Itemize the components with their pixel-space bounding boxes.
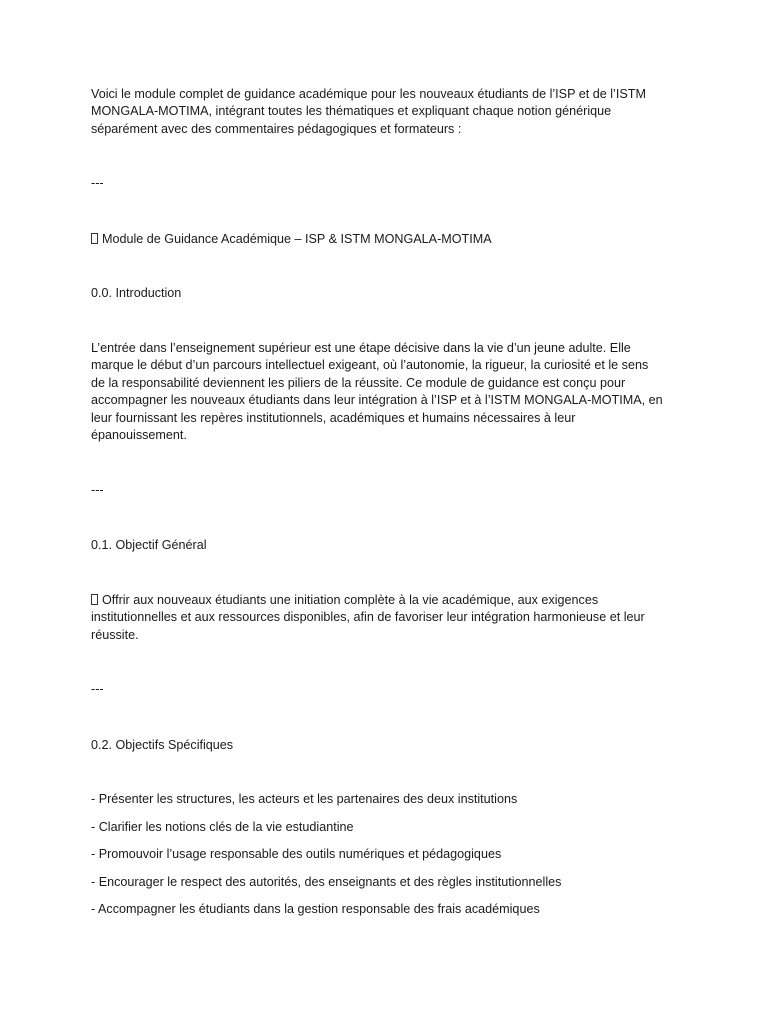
text-line: marque le début d’un parcours intellectuel exigeant, où l’autonomie, la rigueur, la curiosité et le sens	[91, 358, 649, 373]
text-line: institutionnelles et aux ressources disponibles, afin de favoriser leur intégration harmonieuse et leur	[91, 610, 645, 625]
text-line: accompagner les nouveaux étudiants dans leur intégration à l’ISP et à l’ISTM MONGALA-MOTIMA, en	[91, 393, 663, 408]
separator: ---	[91, 682, 104, 696]
text-line	[91, 592, 645, 609]
text-line: réussite.	[91, 627, 139, 642]
text-line-content: Offrir aux nouveaux étudiants une initiation complète à la vie académique, aux exigences	[102, 593, 599, 607]
text-line: épanouissement.	[91, 428, 187, 443]
list-item: - Présenter les structures, les acteurs et les partenaires des deux institutions	[91, 792, 518, 806]
list-item: - Clarifier les notions clés de la vie estudiantine	[91, 819, 354, 834]
section-heading-general-objective: 0.1. Objectif Général	[91, 538, 207, 552]
missing-glyph-icon	[91, 233, 98, 244]
specific-objectives-list	[91, 791, 561, 929]
intro-paragraph	[91, 86, 646, 138]
list-item: - Promouvoir l’usage responsable des outils numériques et pédagogiques	[91, 847, 502, 862]
text-line: L’entrée dans l’enseignement supérieur est une étape décisive dans la vie d’un jeune adulte. Elle	[91, 341, 631, 355]
text-line: séparément avec des commentaires pédagogiques et formateurs :	[91, 121, 462, 136]
separator: ---	[91, 176, 104, 190]
list-item: - Accompagner les étudiants dans la gestion responsable des frais académiques	[91, 902, 540, 917]
module-title-text: Module de Guidance Académique – ISP & ISTM MONGALA-MOTIMA	[102, 232, 492, 246]
general-objective-paragraph	[91, 592, 645, 644]
separator: ---	[91, 483, 104, 497]
section-heading-introduction: 0.0. Introduction	[91, 286, 182, 300]
list-item: - Encourager le respect des autorités, des enseignants et des règles institutionnelles	[91, 874, 562, 889]
module-title	[91, 231, 492, 248]
text-line: Voici le module complet de guidance académique pour les nouveaux étudiants de l’ISP et de l’ISTM	[91, 87, 646, 101]
introduction-paragraph	[91, 340, 663, 444]
missing-glyph-icon	[91, 594, 98, 605]
text-line: MONGALA-MOTIMA, intégrant toutes les thématiques et expliquant chaque notion générique	[91, 104, 612, 119]
text-line: leur fournissant les repères institutionnels, académiques et humains nécessaires à leur	[91, 410, 576, 425]
section-heading-specific-objectives: 0.2. Objectifs Spécifiques	[91, 738, 234, 752]
text-line: de la responsabilité deviennent les piliers de la réussite. Ce module de guidance est conçu pour	[91, 375, 626, 390]
